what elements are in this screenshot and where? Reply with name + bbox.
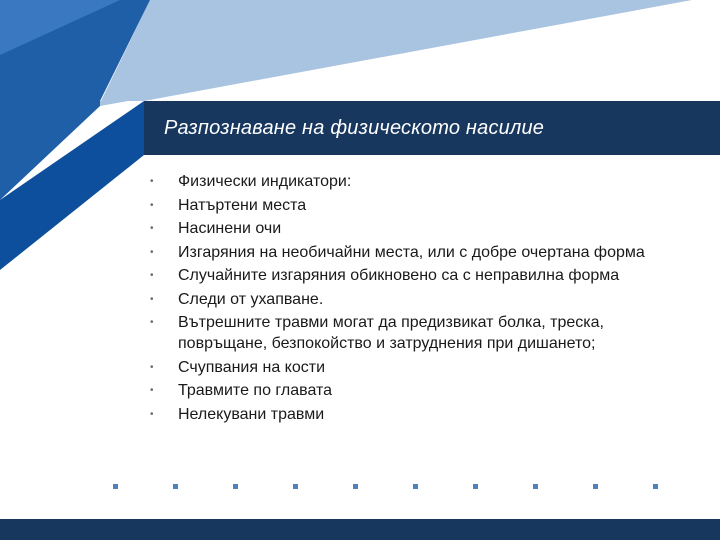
bullet-text: Натъртени места: [178, 196, 307, 214]
decorative-dot: [413, 484, 418, 489]
bullet-marker: •: [150, 246, 154, 258]
bullet-text: Счупвания на кости: [178, 358, 325, 376]
bullet-item: [150, 170, 690, 194]
bullet-marker: •: [150, 293, 154, 305]
decorative-dot: [353, 484, 358, 489]
bullet-text: Случайните изгаряния обикновено са с неправилна форма: [178, 267, 620, 284]
bullet-marker: •: [150, 385, 154, 396]
bullet-item: [150, 194, 690, 218]
decorative-dot: [533, 484, 538, 489]
bullet-text: Вътрешните травми могат да предизвикат болка, треска, повръщане, безпокойство и затруднения при дишането;: [178, 314, 604, 352]
light-blue-band: [100, 0, 692, 106]
bullet-item: [150, 264, 690, 288]
decorative-dots: [113, 484, 673, 492]
title-bar: [144, 101, 720, 155]
bullet-item: [150, 379, 690, 403]
bullet-item: [150, 356, 690, 380]
bullet-text: Насинени очи: [178, 220, 282, 237]
decorative-dot: [173, 484, 178, 489]
decorative-dot: [653, 484, 658, 489]
footer-bar: [0, 519, 720, 540]
bullet-item: [150, 217, 690, 241]
bullet-marker: •: [150, 270, 154, 281]
decorative-dot: [593, 484, 598, 489]
bullet-item: [150, 311, 690, 356]
bullet-text: Нелекувани травми: [178, 405, 325, 423]
decorative-dot: [233, 484, 238, 489]
bullet-marker: •: [150, 361, 154, 373]
bullet-list: [150, 170, 690, 426]
bullet-item: [150, 288, 690, 312]
bullet-marker: •: [150, 408, 154, 420]
decorative-dot: [113, 484, 118, 489]
bullet-item: [150, 403, 690, 427]
bullet-item: [150, 241, 690, 265]
bullet-marker: •: [150, 176, 154, 187]
slide-title: Разпознаване на физическото насилие: [164, 116, 545, 139]
bullet-text: Физически индикатори:: [178, 173, 352, 190]
bullet-marker: •: [150, 223, 154, 234]
bullet-marker: •: [150, 317, 154, 328]
decorative-dot: [473, 484, 478, 489]
bullet-marker: •: [150, 199, 154, 211]
decorative-dot: [293, 484, 298, 489]
bullet-text: Травмите по главата: [178, 382, 333, 399]
bullet-text: Следи от ухапване.: [178, 290, 324, 308]
bullet-text: Изгаряния на необичайни места, или с добре очертана форма: [178, 243, 645, 261]
